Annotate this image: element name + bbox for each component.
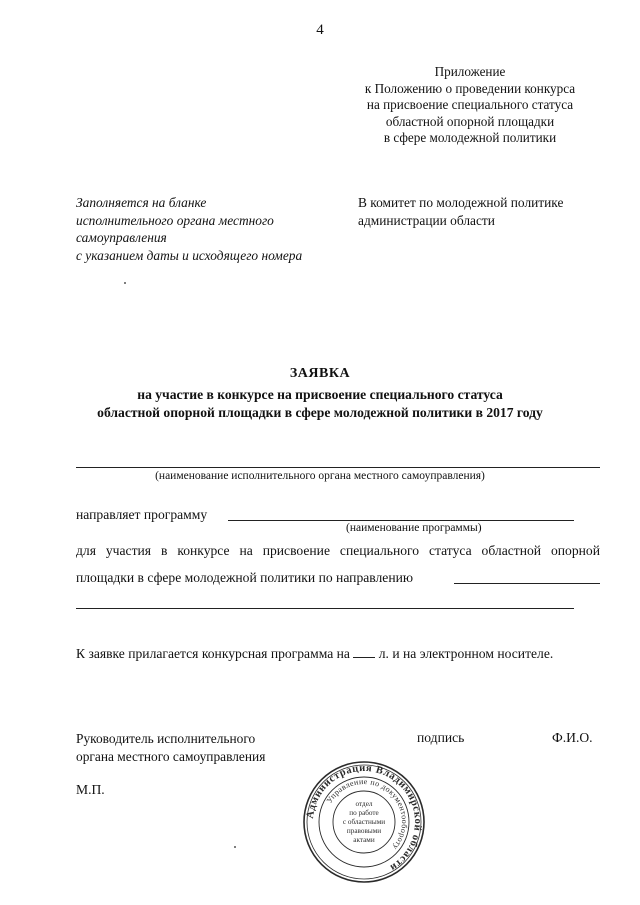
stamp-seal-icon: [302, 760, 426, 884]
attachment-text-before: К заявке прилагается конкурсная программа на: [76, 646, 350, 661]
pages-count-field[interactable]: [353, 645, 375, 658]
blank-note: [76, 194, 346, 264]
participation-word: областной: [481, 543, 542, 558]
addressee-line: В комитет по молодежной политике: [358, 195, 564, 210]
note-line: исполнительного органа местного: [76, 212, 274, 228]
seal-place-label: М.П.: [76, 782, 105, 797]
appendix-line: на присвоение специального статуса: [366, 97, 574, 112]
stamp-center-line: правовыми: [346, 827, 382, 835]
appendix-line: в сфере молодежной политики: [383, 130, 557, 145]
stamp-inner-text: Управление по документообороту: [324, 776, 410, 852]
head-position-line: органа местного самоуправления: [76, 749, 266, 764]
subtitle-line: областной опорной площадки в сфере молодежной политики в 2017 году: [97, 405, 543, 420]
participation-word: для: [76, 543, 96, 558]
participation-word: в: [160, 543, 168, 558]
attachment-text-after: л. и на электронном носителе.: [378, 646, 554, 661]
participation-word: конкурсе: [177, 543, 230, 558]
stamp-center-line: актами: [353, 836, 375, 844]
document-title: ЗАЯВКА: [289, 366, 351, 381]
participation-word: участия: [105, 543, 152, 558]
program-name-field[interactable]: [228, 520, 574, 521]
signature-label: подпись: [417, 730, 465, 745]
full-name-label: Ф.И.О.: [552, 730, 593, 745]
org-name-field[interactable]: [76, 467, 600, 468]
program-name-caption: (наименование программы): [346, 522, 482, 534]
sends-program-label: направляет программу: [76, 507, 208, 522]
head-position: [76, 730, 265, 766]
scan-speck: [234, 846, 236, 848]
appendix-header: [345, 64, 595, 147]
appendix-line: Приложение: [434, 64, 506, 79]
head-position-line: Руководитель исполнительного: [76, 731, 256, 746]
addressee: [358, 194, 608, 229]
appendix-line: к Положению о проведении конкурса: [364, 80, 576, 96]
participation-word: опорной: [550, 543, 600, 558]
official-stamp: [302, 760, 426, 884]
page-number: 4: [316, 22, 324, 38]
subtitle-line: на участие в конкурсе на присвоение специального статуса: [137, 387, 503, 402]
participation-line: [76, 543, 600, 559]
direction-field-continued[interactable]: [76, 608, 574, 609]
stamp-center-line: отдел: [355, 800, 373, 808]
participation-word: присвоение: [262, 543, 330, 558]
participation-word: специального: [339, 543, 420, 558]
direction-label: площадки в сфере молодежной политики по направлению: [76, 570, 414, 585]
org-name-caption: (наименование исполнительного органа местного самоуправления): [155, 470, 485, 482]
document-subtitle: [40, 386, 600, 422]
note-line: с указанием даты и исходящего номера: [76, 247, 303, 263]
addressee-line: администрации области: [358, 212, 495, 228]
stamp-center-line: с областными: [342, 818, 386, 826]
scan-speck: [124, 282, 126, 284]
direction-field[interactable]: [454, 583, 600, 584]
appendix-line: областной опорной площадки: [385, 113, 555, 129]
note-line: самоуправления: [76, 230, 167, 245]
participation-word: статуса: [428, 543, 472, 558]
note-line: Заполняется на бланке: [76, 195, 207, 210]
participation-word: на: [239, 543, 253, 558]
attachment-line: [76, 645, 553, 662]
stamp-outer-text: Администрация Владимирской области: [305, 762, 424, 874]
stamp-center-line: по работе: [349, 809, 379, 817]
